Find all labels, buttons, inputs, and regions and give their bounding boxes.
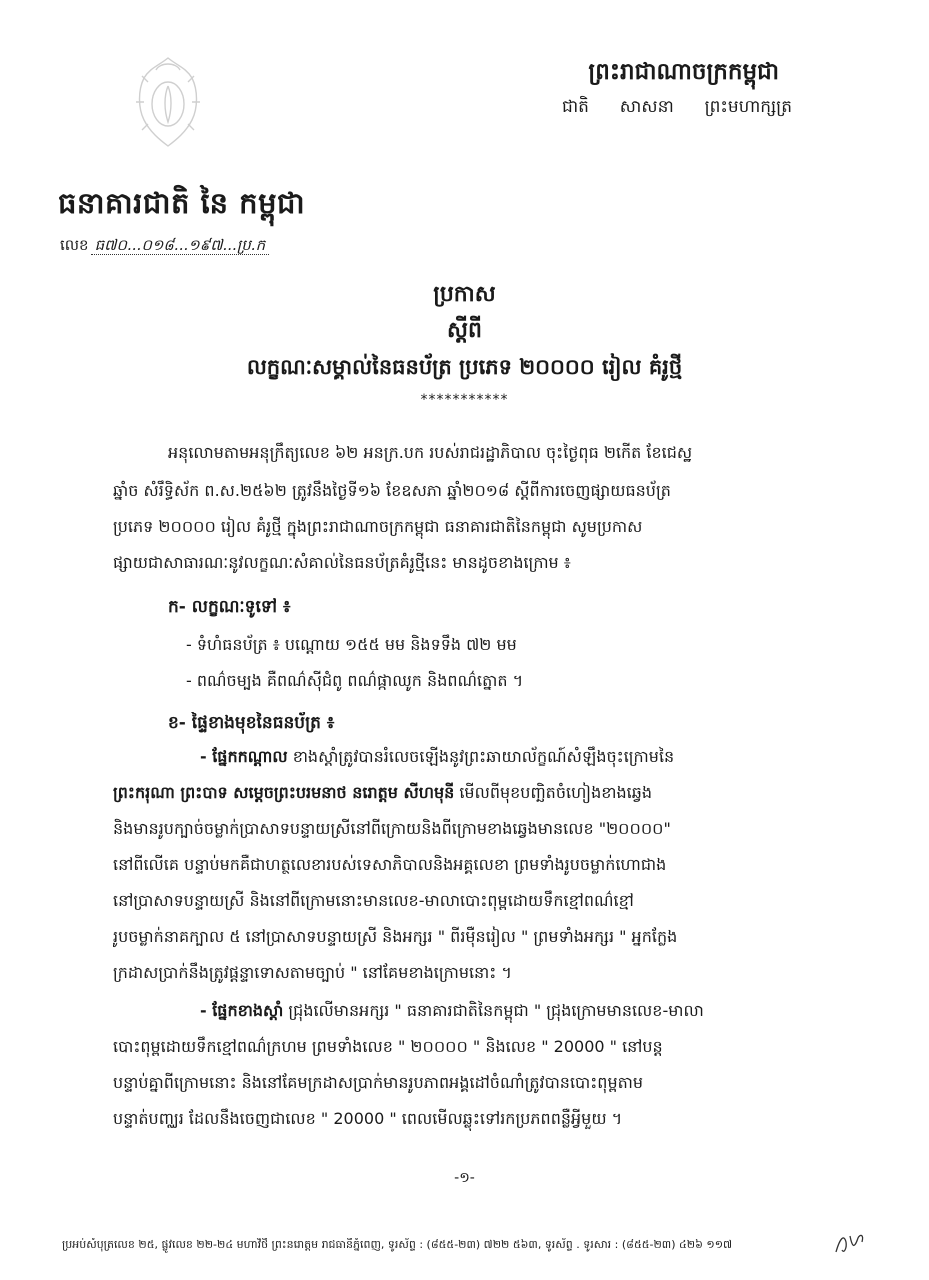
bank-name: ធនាគារជាតិ នៃ កម្ពុជា <box>58 186 306 220</box>
kingdom-title: ព្រះរាជាណាចក្រកម្ពុជា <box>588 59 779 85</box>
center-part-line: និងមានរូបក្បាច់ចម្លាក់ប្រាសាទបន្ទាយស្រីនៅពីក្រោយនិងពីក្រោមខាងឆ្វេងមានលេខ "២០០០០" <box>113 819 671 838</box>
center-part-line: នៅប្រាសាទបន្ទាយស្រី និងនៅពីក្រោមនោះមានលេខ-មាលាបោះពុម្ពដោយទឹកខ្មៅពណ៌ខ្មៅ <box>113 891 634 910</box>
national-motto <box>562 96 792 121</box>
section-a-bullet: - ទំហំធនប័ត្រ ៖ បណ្តោយ ១៥៥ មម និងទទឹង ៧២ មម <box>186 635 517 654</box>
reference-prefix: លេខ <box>60 236 89 254</box>
right-part-line <box>200 1000 820 1024</box>
motto-religion: សាសនា <box>619 97 674 117</box>
motto-king: ព្រះមហាក្សត្រ <box>704 97 792 117</box>
center-part-line <box>200 746 820 770</box>
royal-emblem-icon <box>128 52 208 150</box>
section-a-heading: ក- លក្ខណៈទូទៅ ៖ <box>168 597 291 617</box>
center-part-line: ក្រដាសប្រាក់នឹងត្រូវផ្តន្ទាទោសតាមច្បាប់ " នៅគែមខាងក្រោមនោះ ។ <box>113 963 512 982</box>
center-part-line: រូបចម្លាក់នាគក្បាល ៥ នៅប្រាសាទបន្ទាយស្រី និងអក្សរ " ពីរម៉ឺនរៀល " ព្រមទាំងអក្សរ " អ្នកក្លែង <box>113 927 678 946</box>
intro-line: ផ្សាយជាសាធារណៈនូវលក្ខណៈសំគាល់នៃធនប័ត្រគំរូថ្មីនេះ មានដូចខាងក្រោម ៖ <box>113 553 571 572</box>
intro-line: អនុលោមតាមអនុក្រឹត្យលេខ ៦២ អនក្រ.បក របស់រាជរដ្ឋាភិបាល ចុះថ្ងៃពុធ ២កើត ខែជេស្ឋ <box>168 443 693 462</box>
center-part-text: មើលពីមុខបញ្ឆិតចំហៀងខាងឆ្វេង <box>454 783 653 802</box>
center-part-label: - ផ្នែកកណ្តាល <box>200 747 288 766</box>
center-part-line <box>113 782 820 806</box>
right-part-line: បោះពុម្ពដោយទឹកខ្មៅពណ៌ក្រហម ព្រមទាំងលេខ " ២០០០០ " និងលេខ " 20000 " នៅបន្ត <box>113 1037 663 1056</box>
reference-number <box>60 236 269 258</box>
intro-line: ប្រភេទ ២០០០០ រៀល គំរូថ្មី ក្នុងព្រះរាជាណាចក្រកម្ពុជា ធនាគារជាតិនៃកម្ពុជា សូមប្រកាស <box>113 517 643 536</box>
right-part-line: បន្ទាប់គ្នាពីក្រោមនោះ និងនៅគែមក្រដាសប្រាក់មានរូបភាពអង្គដៅចំណាំត្រូវបានបោះពុម្ពតាម <box>113 1073 644 1092</box>
title-separator: *********** <box>420 392 509 408</box>
footer-address: ប្រអប់សំបុត្រលេខ ២៥, ផ្លូវលេខ ២២-២៤ មហាវិថី ព្រះនរោត្តម រាជធានីភ្នំពេញ, ទូរស័ព្ទ : (៨៥៥-២៣) ៧២២ ៥៦៣, ទូរស័ព្ទ . ទូរសារ : (៨៥៥-២៣) ៤២៦ ១១៧ <box>62 1238 733 1251</box>
right-part-label: - ផ្នែកខាងស្តាំ <box>200 1001 284 1020</box>
section-a-bullet: - ពណ៌ចម្បង គឺពណ៌ស៊ីជំពូ ពណ៌ផ្កាឈូក និងពណ៌ត្នោត ។ <box>186 671 524 690</box>
reference-value: ធ៧០...០១៨...១៩៧...ប្រ.ក <box>91 236 270 255</box>
initials-signature-icon <box>832 1228 872 1258</box>
right-part-line: បន្ទាត់បញ្ឈរ ដែលនឹងចេញជាលេខ " 20000 " ពេលមើលឆ្លុះទៅរកប្រភពពន្លឺអ្វីមួយ ។ <box>113 1109 623 1128</box>
document-about-label: ស្តីពី <box>447 318 482 343</box>
document-type-title: ប្រកាស <box>433 282 496 307</box>
intro-line: ឆ្នាំច សំរឹទ្ធិស័ក ព.ស.២៥៦២ ត្រូវនឹងថ្ងៃទី១៦ ខែឧសភា ឆ្នាំ២០១៨ ស្តីពីការចេញផ្សាយធនប័ត្រ <box>113 481 671 500</box>
center-part-text: ខាងស្តាំត្រូវបានរំលេចឡើងនូវព្រះឆាយាល័ក្ខណ៍សំឡឹងចុះក្រោមនៃ <box>287 747 675 766</box>
king-name: ព្រះករុណា ព្រះបាទ សម្តេចព្រះបរមនាថ នរោត្តម សីហមុនី <box>113 783 455 802</box>
right-part-text: ជ្រុងលើមានអក្សរ " ធនាគារជាតិនៃកម្ពុជា " ជ្រុងក្រោមមានលេខ-មាលា <box>283 1001 704 1020</box>
page-number: -១- <box>454 1170 475 1186</box>
section-b-heading: ខ- ផ្ទៃខាងមុខនៃធនប័ត្រ ៖ <box>168 713 335 733</box>
document-subject-title: លក្ខណៈសម្គាល់នៃធនប័ត្រ ប្រភេទ ២០០០០ រៀល គំរូថ្មី <box>246 355 683 379</box>
motto-nation: ជាតិ <box>562 97 589 117</box>
center-part-line: នៅពីលើគេ បន្ទាប់មកគឺជាហត្ថលេខារបស់ទេសាភិបាលនិងអគ្គលេខា ព្រមទាំងរូបចម្លាក់ហោជាង <box>113 855 667 874</box>
